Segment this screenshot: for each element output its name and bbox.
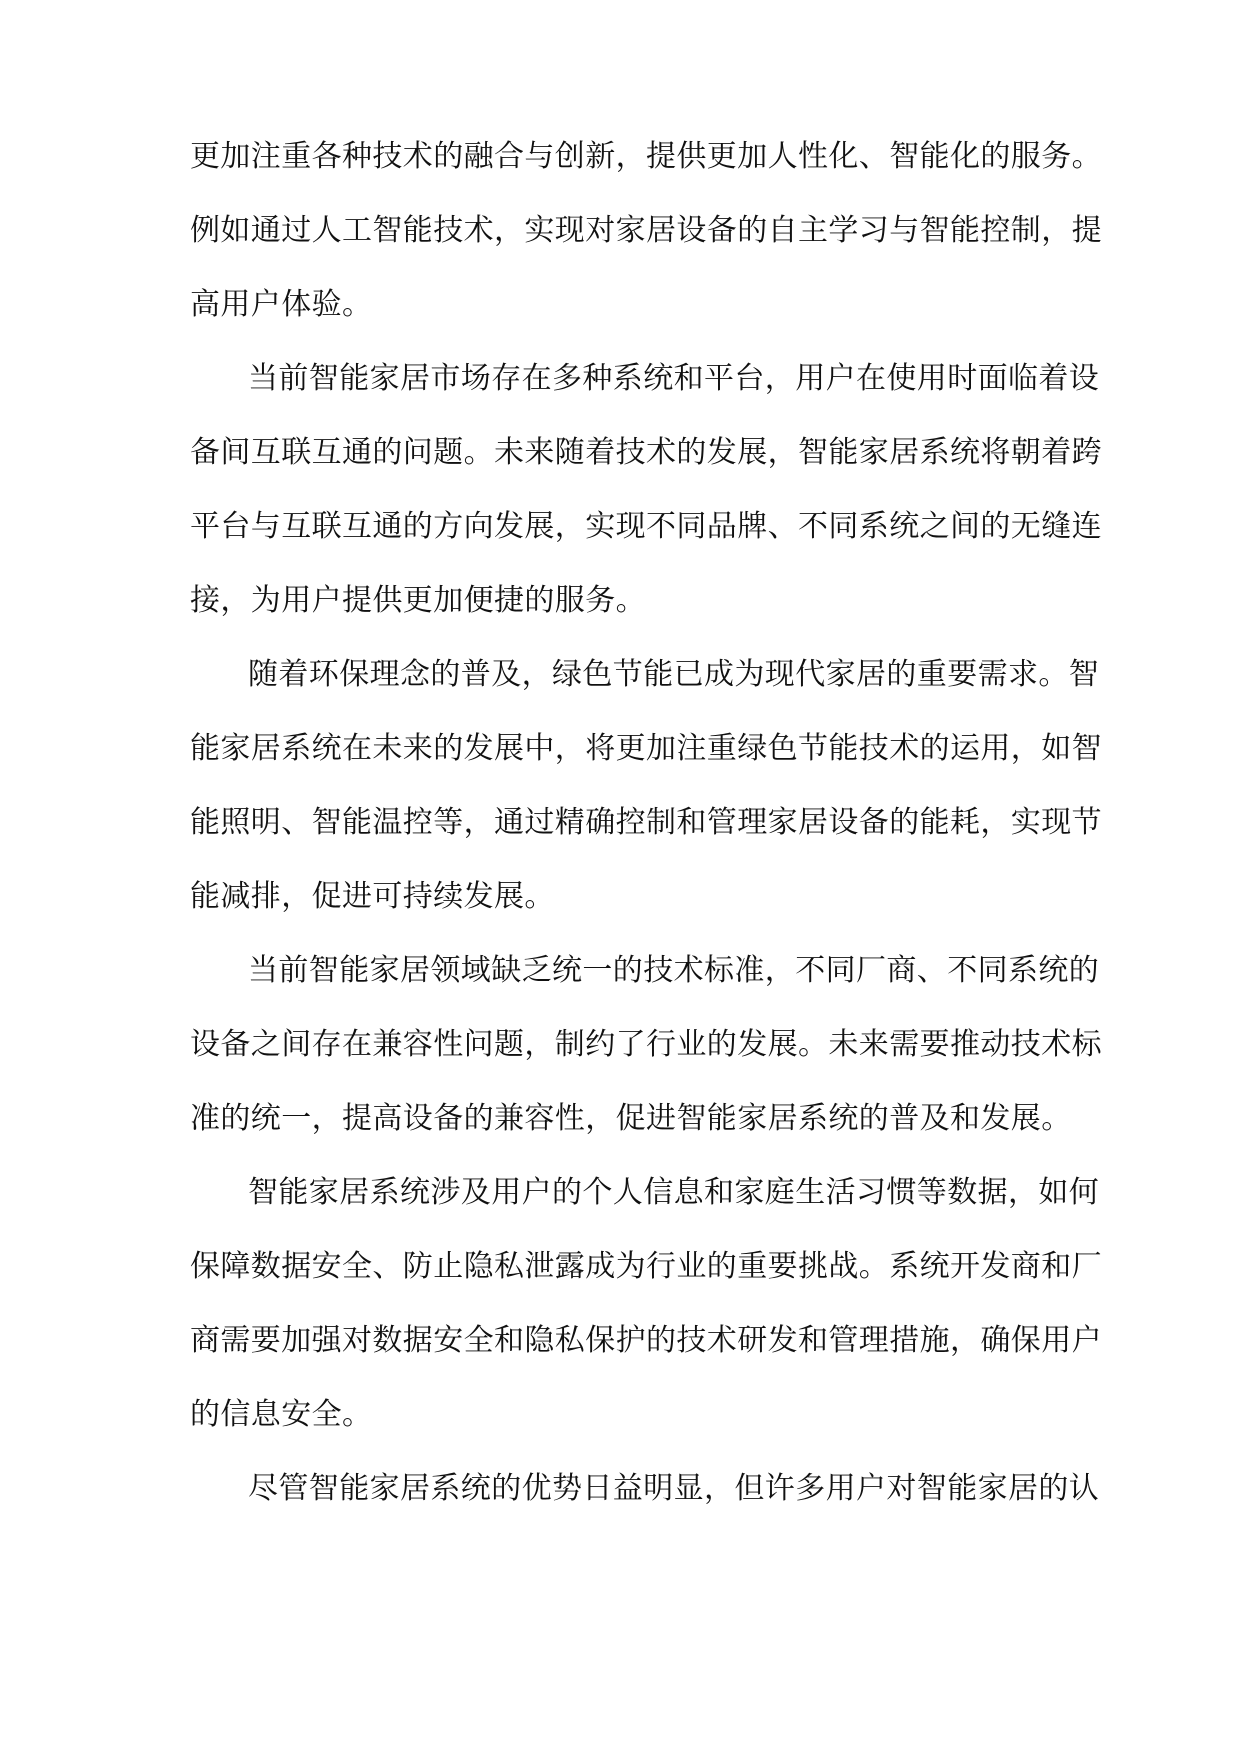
paragraph-5-line-4: 的信息安全。 bbox=[190, 1397, 373, 1432]
paragraph-2-line-1: 当前智能家居市场存在多种系统和平台，用户在使用时面临着设 bbox=[248, 361, 1100, 396]
paragraph-4-line-2: 设备之间存在兼容性问题，制约了行业的发展。未来需要推动技术标 bbox=[190, 1027, 1102, 1062]
paragraph-2-line-4: 接，为用户提供更加便捷的服务。 bbox=[190, 583, 646, 618]
paragraph-2-line-3: 平台与互联互通的方向发展，实现不同品牌、不同系统之间的无缝连 bbox=[190, 509, 1102, 544]
paragraph-6-line-1: 尽管智能家居系统的优势日益明显，但许多用户对智能家居的认 bbox=[248, 1471, 1100, 1506]
paragraph-3-line-2: 能家居系统在未来的发展中，将更加注重绿色节能技术的运用，如智 bbox=[190, 731, 1102, 766]
paragraph-5-line-1: 智能家居系统涉及用户的个人信息和家庭生活习惯等数据，如何 bbox=[248, 1175, 1100, 1210]
paragraph-3-line-1: 随着环保理念的普及，绿色节能已成为现代家居的重要需求。智 bbox=[248, 657, 1100, 692]
paragraph-1-line-2: 例如通过人工智能技术，实现对家居设备的自主学习与智能控制，提 bbox=[190, 213, 1102, 248]
paragraph-3-line-4: 能减排，促进可持续发展。 bbox=[190, 879, 555, 914]
paragraph-3-line-3: 能照明、智能温控等，通过精确控制和管理家居设备的能耗，实现节 bbox=[190, 805, 1102, 840]
paragraph-4-line-3: 准的统一，提高设备的兼容性，促进智能家居系统的普及和发展。 bbox=[190, 1101, 1072, 1136]
paragraph-1-line-1: 更加注重各种技术的融合与创新，提供更加人性化、智能化的服务。 bbox=[190, 139, 1102, 174]
paragraph-2-line-2: 备间互联互通的问题。未来随着技术的发展，智能家居系统将朝着跨 bbox=[190, 435, 1102, 470]
paragraph-4-line-1: 当前智能家居领域缺乏统一的技术标准，不同厂商、不同系统的 bbox=[248, 953, 1100, 988]
paragraph-5-line-3: 商需要加强对数据安全和隐私保护的技术研发和管理措施，确保用户 bbox=[190, 1323, 1102, 1358]
paragraph-5-line-2: 保障数据安全、防止隐私泄露成为行业的重要挑战。系统开发商和厂 bbox=[190, 1249, 1102, 1284]
paragraph-1-line-3: 高用户体验。 bbox=[190, 287, 373, 322]
